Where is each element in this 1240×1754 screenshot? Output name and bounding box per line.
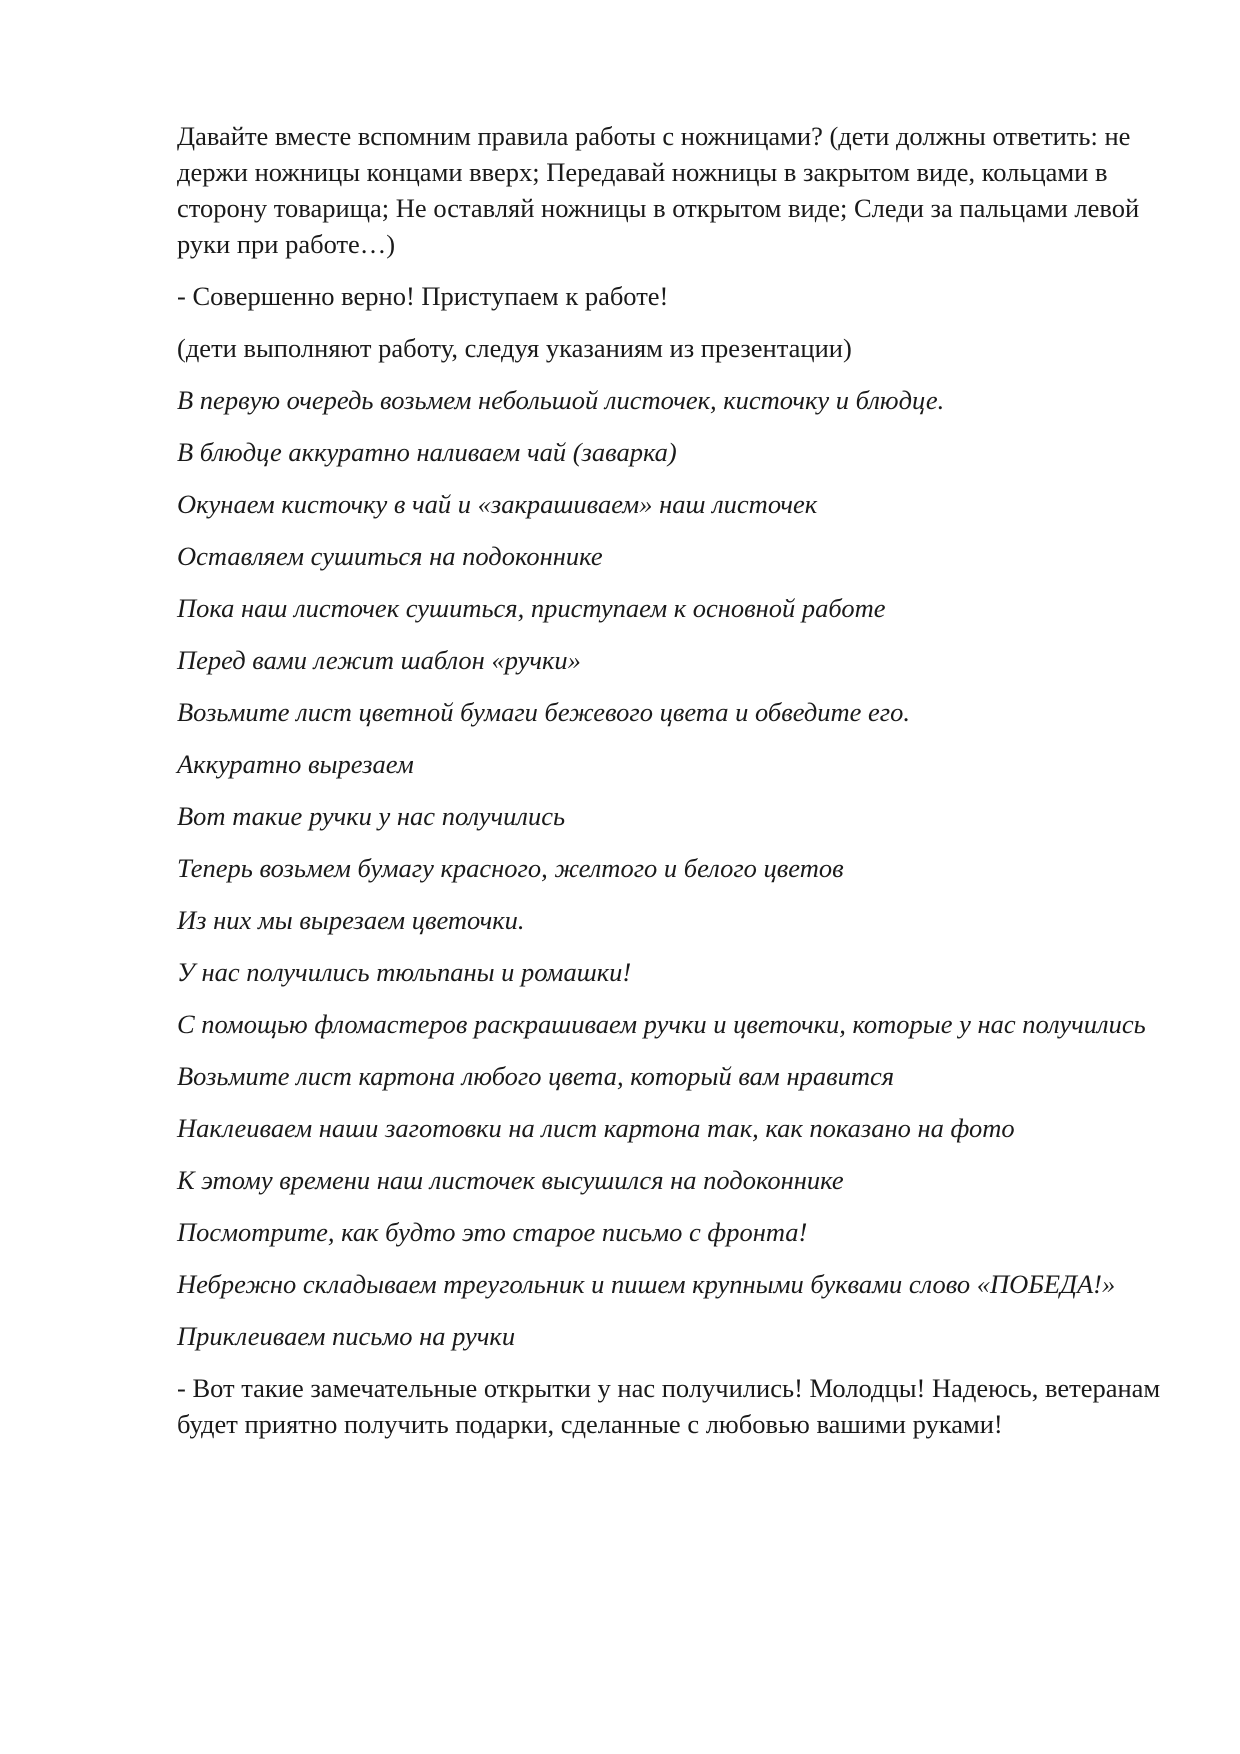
step-take-leaf: В первую очередь возьмем небольшой листочек, кисточку и блюдце. [177, 385, 945, 415]
step-cut-flowers: Из них мы вырезаем цветочки. [177, 905, 525, 935]
document-page [177, 118, 1167, 1458]
step-glue-parts: Наклеиваем наши заготовки на лист картона так, как показано на фото [177, 1113, 1015, 1143]
step-leaf-dried: К этому времени наш листочек высушился на подоконнике [177, 1165, 844, 1195]
step-hands-done: Вот такие ручки у нас получились [177, 801, 566, 831]
step-color-markers: С помощью фломастеров раскрашиваем ручки и цветочки, которые у нас получились [177, 1009, 1146, 1039]
step-flowers-done: У нас получились тюльпаны и ромашки! [177, 957, 632, 987]
step-paint-leaf: Окунаем кисточку в чай и «закрашиваем» наш листочек [177, 489, 818, 519]
step-fold-triangle: Небрежно складываем треугольник и пишем крупными буквами слово «ПОБЕДА!» [177, 1269, 1116, 1299]
paragraph-start-work: - Совершенно верно! Приступаем к работе! [177, 281, 669, 311]
paragraph-children-work: (дети выполняют работу, следуя указаниям из презентации) [177, 333, 852, 363]
step-colored-paper: Теперь возьмем бумагу красного, желтого и белого цветов [177, 853, 844, 883]
step-template: Перед вами лежит шаблон «ручки» [177, 645, 581, 675]
step-glue-letter: Приклеиваем письмо на ручки [177, 1321, 516, 1351]
step-main-work: Пока наш листочек сушиться, приступаем к основной работе [177, 593, 886, 623]
step-cut-out: Аккуратно вырезаем [177, 749, 414, 779]
step-trace: Возьмите лист цветной бумаги бежевого цвета и обведите его. [177, 697, 911, 727]
step-cardboard: Возьмите лист картона любого цвета, который вам нравится [177, 1061, 895, 1091]
paragraph-scissors-rules: Давайте вместе вспомним правила работы с ножницами? (дети должны ответить: не держи ножницы концами вверх; Передавай ножницы в закрытом виде, кольцами в сторону товарища; Не оставляй ножницы в открытом виде; Следи за пальцами левой руки при работе…) [177, 121, 1140, 259]
paragraph-conclusion: - Вот такие замечательные открытки у нас получились! Молодцы! Надеюсь, ветеранам будет приятно получить подарки, сделанные с любовью вашими руками! [177, 1373, 1161, 1439]
step-pour-tea: В блюдце аккуратно наливаем чай (заварка) [177, 437, 677, 467]
step-old-letter: Посмотрите, как будто это старое письмо с фронта! [177, 1217, 808, 1247]
step-dry-leaf: Оставляем сушиться на подоконнике [177, 541, 603, 571]
